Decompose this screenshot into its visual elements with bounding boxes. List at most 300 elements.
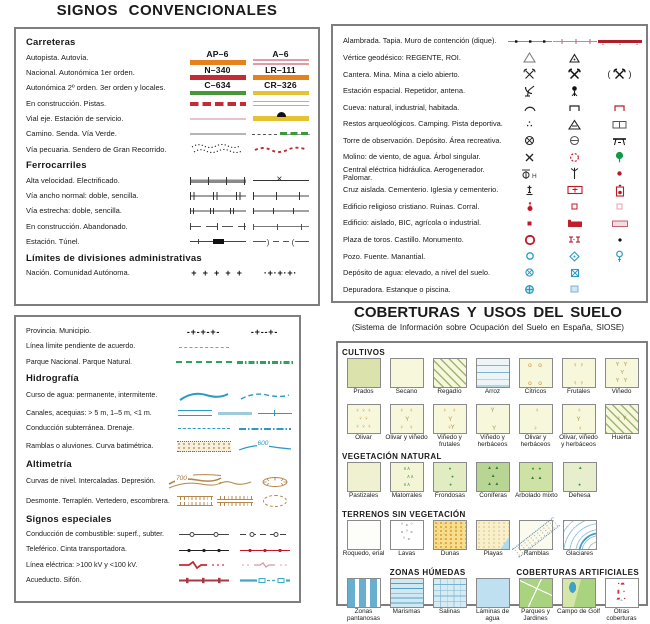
section-header: Límites de divisiones administrativas: [26, 252, 202, 264]
cond-sub-symbol: [173, 428, 234, 429]
vert-regente-symbol: [507, 52, 552, 63]
otras-swatch: [605, 578, 639, 608]
symbol-cells: [173, 576, 295, 585]
secano-swatch: [390, 358, 424, 388]
combs-b-symbol: [215, 496, 255, 506]
legend-row: [26, 65, 312, 80]
swatch-cell: [600, 578, 643, 624]
curvas-nivel-symbol: 700: [175, 474, 215, 489]
legend-label: Vía estrecha: doble, sencilla.: [26, 206, 122, 216]
swatch-label: Secano: [395, 388, 418, 395]
rail-ns-symbol: [249, 192, 312, 200]
swatch-cell: [428, 358, 471, 404]
castillo-symbol: [552, 235, 597, 244]
parque-nat-symbol: [234, 361, 295, 363]
monumento-symbol: [597, 237, 642, 243]
legend-label: Nacional. Autonómica 1er orden.: [26, 68, 135, 78]
glaciares-swatch: [563, 520, 597, 550]
swatch-label: Otras coberturas: [606, 608, 637, 622]
legend-label: Molino: de viento, de agua. Árbol singular.: [343, 152, 481, 162]
shield-a6-symbol: A–6: [249, 50, 312, 66]
legend-row: [343, 132, 642, 149]
legend-label: Conducción de combustible: superf., subter.: [26, 529, 165, 538]
legend-label: Plaza de toros. Castillo. Monumento.: [343, 234, 464, 244]
legend-label: Conducción subterránea. Drenaje.: [26, 424, 135, 433]
dep-suelo-symbol: [552, 268, 597, 278]
legend-label: En construcción. Abandonado.: [26, 221, 128, 231]
swatch-label: Viñedo y frutales: [437, 434, 462, 448]
swatch-label: Frutales: [566, 388, 591, 395]
molino-a-symbol: [552, 152, 597, 163]
swatch-cell: [428, 520, 471, 566]
section-header: Signos especiales: [26, 513, 112, 525]
swatch-cell: [385, 404, 428, 450]
swatch-cell: [471, 358, 514, 404]
symbol-cells: [507, 167, 642, 180]
svg-text:H: H: [531, 172, 537, 180]
swatch-cell: [342, 358, 385, 404]
swatch-label: Prados: [353, 388, 374, 395]
swatch-label: Olivar y herbáceos: [520, 434, 551, 448]
vertedero-symbol: [255, 495, 295, 507]
vial-eje-symbol: [186, 118, 249, 121]
swatch-label: Láminas de agua: [475, 608, 510, 622]
symbol-cells: [186, 192, 312, 200]
frutales-swatch: [562, 358, 596, 388]
olivar-herb-swatch: [519, 404, 553, 434]
swatch-cell: [600, 404, 643, 450]
legend-label: Cruz aislada. Cementerio. Iglesia y cementerio.: [343, 185, 499, 195]
agua-perm-symbol: [173, 389, 234, 402]
manantial-symbol: [597, 250, 642, 263]
symbol-cells: [186, 143, 312, 156]
estanque-symbol: [552, 285, 597, 293]
main-title: SIGNOS CONVENCIONALES: [56, 2, 278, 19]
landcover-section-header: COBERTURAS ARTIFICIALES: [516, 568, 640, 577]
swatch-label: Regadío: [437, 388, 462, 395]
legend-row: [26, 142, 312, 157]
legend-row: [343, 248, 642, 265]
swatch-cell: [557, 404, 600, 450]
swatch-label: Frondosas: [434, 492, 466, 499]
swatch-cell: [558, 462, 601, 508]
swatch-label: Campo de Golf: [557, 608, 600, 615]
shield-n340-symbol: N–340: [186, 66, 249, 81]
legend-label: Vial eje. Estación de servicio.: [26, 113, 124, 123]
legend-row: [343, 198, 642, 215]
legend-row: [26, 436, 295, 456]
golf-swatch: [562, 578, 596, 608]
symbol-cells: [186, 175, 312, 186]
zonas-pantanosas-swatch: [347, 578, 381, 608]
playas-swatch: [476, 520, 510, 550]
comb-sub-symbol: [234, 530, 295, 539]
olivar-vinedo-swatch: [390, 404, 424, 434]
landcover-section-header: TERRENOS SIN VEGETACIÓN: [342, 510, 466, 519]
lim-ca-symbol: ·+·+·+·: [263, 268, 298, 279]
legend-label: Torre de observación. Depósito. Área recreativa.: [343, 135, 502, 145]
swatch-cell: [472, 462, 515, 508]
laminas-swatch: [476, 578, 510, 608]
symbol-cells: [507, 201, 642, 212]
huerta-swatch: [605, 404, 639, 434]
legend-row: [343, 66, 642, 83]
swatch-label: Matorrales: [391, 492, 422, 499]
shield-cr326-symbol: CR–326: [249, 81, 312, 95]
swatch-label: Salinas: [439, 608, 460, 615]
section-header: Hidrografía: [26, 373, 79, 385]
vert-roi-symbol: [552, 53, 597, 63]
swatch-cell: [385, 358, 428, 404]
swatch-cell: [428, 578, 471, 624]
ramblas-band-symbol: [173, 441, 234, 452]
repetidor-symbol: [552, 85, 597, 97]
edif-agr-symbol: [597, 219, 642, 228]
legend-label: Línea límite pendiente de acuerdo.: [26, 342, 136, 351]
swatch-cell: [471, 404, 514, 450]
torre-obs-symbol: [507, 135, 552, 146]
legend-row: [26, 219, 312, 234]
cueva-ind-symbol: [552, 103, 597, 112]
canal-15-symbol: [215, 412, 255, 416]
parque-nac-symbol: [173, 361, 234, 363]
arroz-swatch: [476, 358, 510, 388]
legend-label: Ramblas o aluviones. Curva batimétrica.: [26, 441, 154, 450]
swatch-label: Lavas: [398, 550, 416, 557]
olivar-swatch: [347, 404, 381, 434]
legend-label: Autopista. Autovía.: [26, 52, 89, 62]
symbol-cells: [507, 219, 642, 228]
salinas-swatch: [433, 578, 467, 608]
legend-label: Vía pecuaria. Sendero de Gran Recorrido.: [26, 144, 167, 154]
matorrales-swatch: [390, 462, 424, 492]
legend-label: Parque Nacional. Parque Natural.: [26, 357, 133, 366]
swatch-cell: [600, 358, 643, 404]
legend-row: [26, 50, 312, 65]
legend-label: Canales, acequias: > 5 m, 1–5 m, <1 m.: [26, 408, 152, 417]
swatch-cell: [428, 462, 471, 508]
legend-row: [26, 542, 295, 557]
swatch-cell: [515, 462, 558, 508]
swatch-cell: [472, 520, 515, 566]
legend-row: [343, 83, 642, 100]
est-espacial-symbol: [507, 85, 552, 97]
legend-label: Alta velocidad. Electrificado.: [26, 175, 120, 185]
swatch-label: Pastizales: [349, 492, 379, 499]
legend-label: Nación. Comunidad Autónoma.: [26, 268, 130, 278]
legend-label: Depuradora. Estanque o piscina.: [343, 284, 451, 294]
agua-int-symbol: [234, 389, 295, 402]
symbol-cells: [173, 530, 295, 539]
symbol-cells: [186, 81, 312, 95]
central-h-symbol: [507, 168, 552, 180]
cruz-symbol: [507, 184, 552, 196]
senda-verde-symbol: [249, 132, 312, 137]
coniferas-swatch: [476, 462, 510, 492]
symbol-cells: [507, 184, 642, 197]
depresion-symbol: [255, 476, 295, 488]
symbol-cells: [186, 66, 312, 81]
legend-label: Autonómica 2º orden. 3er orden y locales.: [26, 83, 166, 93]
swatch-row: [342, 404, 642, 450]
symbol-cells: [507, 103, 642, 112]
swatch-label: Viñedo y herbáceos: [477, 434, 508, 448]
symbol-cells: [173, 560, 295, 570]
mina-cielo-symbol: ( ): [607, 69, 632, 80]
legend-row: [343, 281, 642, 298]
swatch-cell: [385, 578, 428, 624]
symbol-cells: [173, 428, 295, 430]
symbol-cells: [507, 151, 642, 163]
legend-label: Edificio religioso cristiano. Ruinas. Corral.: [343, 201, 480, 211]
legend-row: [343, 215, 642, 232]
swatch-row: [342, 462, 642, 508]
symbol-cells: [175, 410, 295, 416]
elec-gt-symbol: [173, 560, 234, 570]
olivar-vin-herb-swatch: [562, 404, 596, 434]
legend-label: Estación espacial. Repetidor, antena.: [343, 86, 466, 96]
legend-row: [26, 558, 295, 573]
pozo-symbol: [507, 251, 552, 261]
canal-5-symbol: [175, 410, 215, 416]
fuente-symbol: [552, 251, 597, 262]
legend-row: [343, 99, 642, 116]
swatch-label: Parques y Jardines: [521, 608, 550, 622]
symbol-cells: [186, 238, 312, 247]
legend-row: [26, 111, 312, 126]
legend-row: [26, 188, 312, 203]
legend-row: [26, 339, 295, 354]
camping-symbol: [552, 119, 597, 130]
via-pecuaria-symbol: [186, 143, 249, 156]
legend-row: [343, 182, 642, 199]
muro-symbol: [597, 38, 642, 45]
rail-elec-symbol: ×: [249, 175, 312, 186]
depuradora-symbol: [507, 284, 552, 295]
rail-ed-symbol: [186, 208, 249, 214]
symbol-cells: [507, 250, 642, 263]
dunas-swatch: [433, 520, 467, 550]
symbol-cells: [507, 284, 642, 295]
alambrada-symbol: [507, 38, 552, 45]
legend-label: Teleférico. Cinta transportadora.: [26, 545, 127, 554]
swatch-cell: [428, 404, 471, 450]
vinedo-swatch: [605, 358, 639, 388]
legend-label: Restos arqueológicos. Camping. Pista deportiva.: [343, 119, 503, 129]
landcover-section-header: CULTIVOS: [342, 348, 386, 357]
lim-mun-symbol: -+--+-: [250, 326, 279, 337]
pastizales-swatch: [347, 462, 381, 492]
symbol-cells: [173, 389, 295, 402]
swatch-cell: [514, 578, 557, 624]
legend-row: [343, 265, 642, 282]
symbol-cells: [507, 234, 642, 246]
mina-symbol: [552, 68, 597, 80]
swatch-label: Olivar: [355, 434, 372, 441]
legend-label: Provincia. Municipio.: [26, 327, 92, 335]
symbol-cells: [507, 68, 642, 80]
legend-label: Curvas de nivel. Intercaladas. Depresión.: [26, 477, 156, 486]
acueducto-symbol: [173, 576, 234, 585]
landcover-section-header: VEGETACIÓN NATURAL: [342, 452, 442, 461]
swatch-row: [342, 520, 642, 566]
swatch-cell: [514, 358, 557, 404]
shield-ap6-symbol: AP–6: [186, 50, 249, 65]
camino-symbol: [186, 133, 249, 135]
symbol-cells: [186, 101, 312, 106]
point-symbols-panel: [331, 24, 648, 303]
swatch-label: Olivar, viñedo y herbáceos: [559, 434, 598, 448]
swatch-cell: [385, 520, 428, 566]
combs-a-symbol: [175, 496, 215, 506]
symbol-cells: [507, 119, 642, 130]
legend-row: [343, 50, 642, 67]
swatch-cell: [385, 462, 428, 508]
regadio-swatch: [433, 358, 467, 388]
symbol-cells: [173, 361, 295, 363]
legend-row: [26, 234, 312, 249]
symbol-cells: [507, 135, 642, 146]
legend-row: [343, 116, 642, 133]
swatch-cell: [558, 520, 601, 566]
rail-constr-symbol: [186, 223, 249, 230]
symbol-cells: [507, 38, 642, 45]
roquedo-swatch: [347, 520, 381, 550]
deposito-symbol: [552, 135, 597, 146]
legend-row: [26, 386, 295, 406]
legend-row: [343, 232, 642, 249]
sendero-gr-symbol: [249, 144, 312, 154]
swatch-cell: [514, 404, 557, 450]
lim-pend-symbol: [173, 347, 234, 348]
swatch-label: Glaciares: [566, 550, 594, 557]
legend-label: Depósito de agua: elevado, a nivel del suelo.: [343, 268, 491, 278]
rail-nd-symbol: [186, 192, 249, 200]
legend-row: [26, 527, 295, 542]
swatch-cell: [342, 404, 385, 450]
symbol-cells: [507, 267, 642, 278]
symbol-cells: [186, 268, 312, 278]
landcover-dual-header: [342, 568, 642, 577]
landcover-subtitle: (Sistema de Información sobre Ocupación del Suelo en España, SIOSE): [351, 323, 625, 332]
symbol-cells: [173, 347, 295, 348]
symbol-cells: [186, 50, 312, 66]
swatch-label: Viñedo: [611, 388, 632, 395]
pista-dep-symbol: [597, 120, 642, 129]
legend-row: [26, 573, 295, 588]
section-header: Altimetría: [26, 458, 72, 470]
legend-row: [26, 126, 312, 141]
swatch-label: Marismas: [392, 608, 421, 615]
shield-lr111-symbol: LR–111: [249, 66, 312, 81]
molino-v-symbol: [507, 152, 552, 163]
section-header: Ferrocarriles: [26, 160, 87, 172]
legend-label: Estación. Túnel.: [26, 237, 80, 247]
symbol-cells: [186, 132, 312, 137]
swatch-cell: [557, 358, 600, 404]
area-recr-symbol: [597, 136, 642, 146]
legend-label: Alambrada. Tapia. Muro de contención (dique).: [343, 36, 497, 46]
swatch-label: Zonas pantanosas: [346, 608, 381, 622]
citricos-swatch: [519, 358, 553, 388]
lavas-swatch: [390, 520, 424, 550]
comb-sup-symbol: [173, 530, 234, 539]
prados-swatch: [347, 358, 381, 388]
frondosas-swatch: [433, 462, 467, 492]
limits-hydro-panel: [14, 315, 301, 603]
rail-aband-symbol: [249, 224, 312, 230]
legend-label: Vía ancho normal: doble, sencilla.: [26, 191, 139, 201]
legend-row: [26, 355, 295, 370]
estacion-servicio-symbol: [249, 116, 312, 121]
ruinas-symbol: [552, 203, 597, 210]
symbol-cells: [186, 208, 312, 214]
legend-row: [26, 266, 312, 281]
palomar-symbol: [597, 170, 642, 177]
vinedo-frutales-swatch: [433, 404, 467, 434]
edif-relig-symbol: [507, 201, 552, 212]
dehesa-swatch: [563, 462, 597, 492]
iglesia-cem-symbol: [597, 184, 642, 197]
symbol-cells: [173, 440, 295, 453]
legend-label: Curso de agua: permanente, intermitente.: [26, 391, 158, 400]
swatch-label: Arbolado mixto: [515, 492, 558, 499]
cueva-nat-symbol: [507, 103, 552, 112]
legend-label: Desmonte. Terraplén. Vertedero, escombrera.: [26, 496, 170, 505]
tapia-symbol: [552, 38, 597, 45]
legend-row: [343, 165, 642, 182]
canal-1-symbol: [255, 410, 295, 416]
swatch-cell: [515, 520, 558, 566]
marismas-swatch: [390, 578, 424, 608]
section-header: Carreteras: [26, 37, 76, 48]
edif-ais-symbol: [507, 220, 552, 227]
legend-label: Pozo. Fuente. Manantial.: [343, 251, 426, 261]
cinta-symbol: [234, 546, 295, 555]
legend-row: [26, 204, 312, 219]
parques-swatch: [519, 578, 553, 608]
swatch-cell: [557, 578, 600, 624]
swatch-label: Cítricos: [524, 388, 547, 395]
swatch-label: Roquedo, erial: [342, 550, 385, 557]
corral-symbol: [597, 203, 642, 210]
sifon-symbol: [234, 576, 295, 585]
swatch-row: [342, 578, 642, 624]
arbolado-mixto-swatch: [519, 462, 553, 492]
swatch-label: Coníferas: [479, 492, 508, 499]
aerogen-symbol: [552, 167, 597, 180]
legend-label: Central eléctrica hidráulica. Aerogenerador. Palomar.: [343, 164, 485, 182]
legend-row: [26, 324, 295, 339]
landcover-title: COBERTURAS Y USOS DEL SUELO: [354, 304, 622, 321]
legend-row: [26, 421, 295, 436]
symbol-cells: [173, 546, 295, 555]
shield-c634-symbol: C–634: [186, 81, 249, 95]
rail-tunnel-symbol: ) (: [249, 238, 312, 247]
legend-label: Cueva: natural, industrial, habitada.: [343, 102, 460, 112]
elec-lt-symbol: [234, 560, 295, 570]
landcover-section-header: ZONAS HÚMEDAS: [389, 568, 466, 577]
swatch-cell: [471, 578, 514, 624]
cantera-symbol: [507, 68, 552, 80]
symbol-cells: [186, 223, 312, 230]
legend-label: Camino. Senda. Vía Verde.: [26, 129, 117, 139]
lim-nacion-symbol: + + + + +: [191, 268, 244, 279]
legend-row: [26, 406, 295, 421]
swatch-label: Dunas: [440, 550, 460, 557]
rail-es-symbol: [249, 208, 312, 214]
swatch-row: [342, 358, 642, 404]
